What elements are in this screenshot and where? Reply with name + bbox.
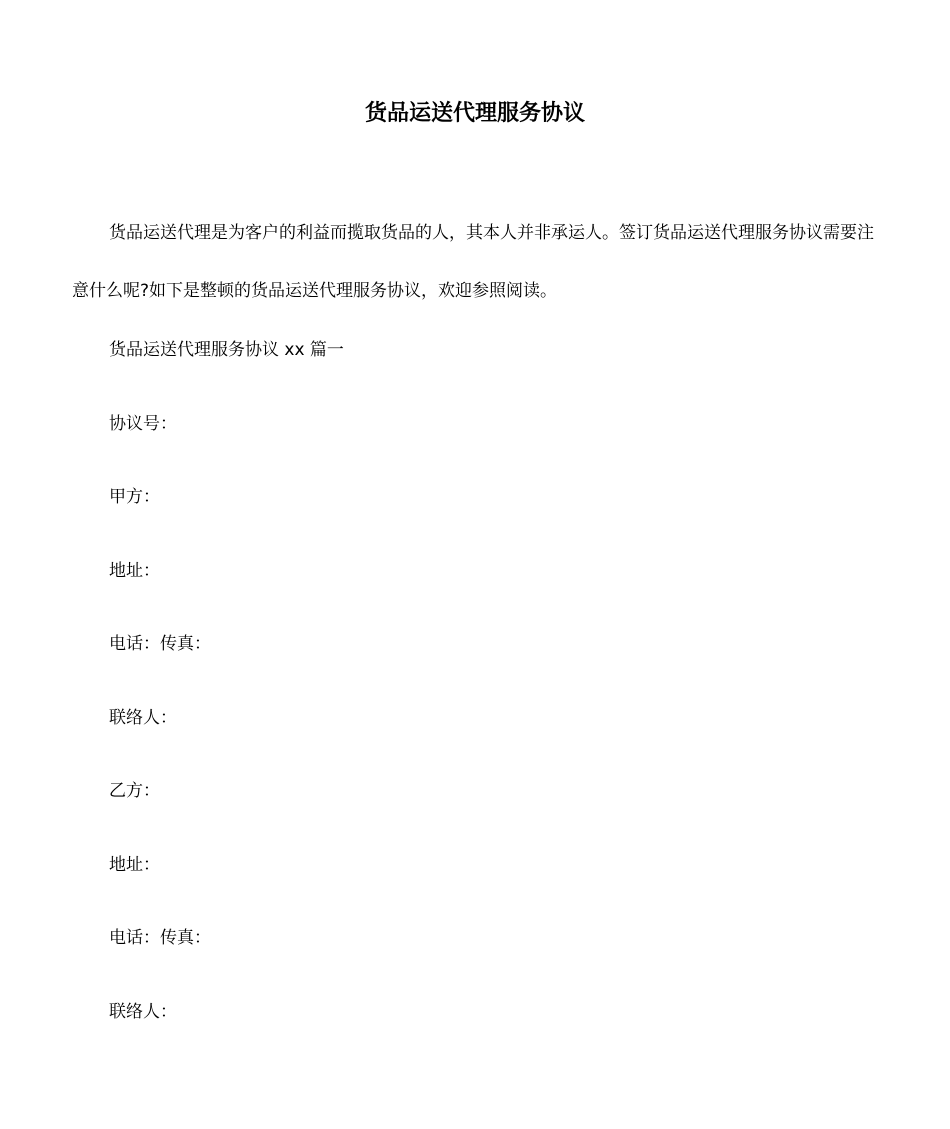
party-a-phone-fax-label: 电话：传真： (109, 634, 211, 654)
section-heading: 货品运送代理服务协议 xx 篇一 (109, 340, 344, 360)
party-b-label: 乙方： (109, 781, 160, 801)
party-a-label: 甲方： (109, 487, 160, 507)
party-b-phone-fax-label: 电话：传真： (109, 928, 211, 948)
party-b-address-label: 地址： (109, 855, 160, 875)
party-a-contact-label: 联络人： (109, 708, 177, 728)
party-a-address-label: 地址： (109, 561, 160, 581)
agreement-number-label: 协议号： (109, 414, 177, 434)
party-b-contact-label: 联络人： (109, 1002, 177, 1022)
intro-paragraph: 货品运送代理是为客户的利益而揽取货品的人，其本人并非承运人。签订货品运送代理服务协议需要注意什么呢?如下是整顿的货品运送代理服务协议，欢迎参照阅读。 (72, 223, 874, 301)
document-title: 货品运送代理服务协议 (364, 101, 585, 126)
